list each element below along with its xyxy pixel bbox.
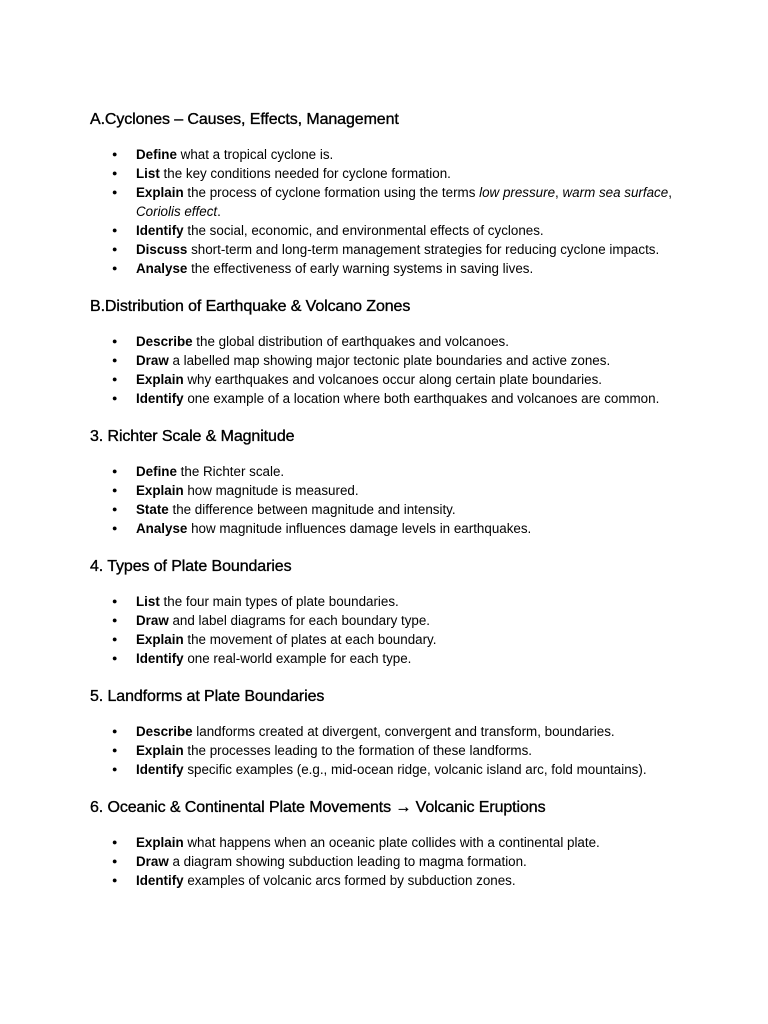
item-text: examples of volcanic arcs formed by subduction zones. bbox=[183, 873, 516, 888]
item-text: how magnitude influences damage levels in earthquakes. bbox=[187, 521, 532, 536]
section-heading: 6. Oceanic & Continental Plate Movements → Volcanic Eruptions bbox=[90, 799, 546, 816]
list-item bbox=[90, 592, 708, 611]
command-verb: Explain bbox=[136, 632, 184, 647]
command-verb: Explain bbox=[136, 743, 184, 758]
item-text: the processes leading to the formation of these landforms. bbox=[183, 743, 532, 758]
item-text: specific examples (e.g., mid-ocean ridge, volcanic island arc, fold mountains). bbox=[183, 762, 647, 777]
section-heading: 4. Types of Plate Boundaries bbox=[90, 558, 292, 575]
list-item bbox=[90, 145, 708, 164]
item-text: why earthquakes and volcanoes occur along certain plate boundaries. bbox=[183, 372, 602, 387]
list-item bbox=[90, 760, 708, 779]
item-text: what a tropical cyclone is. bbox=[176, 147, 334, 162]
command-verb: Identify bbox=[136, 873, 184, 888]
bullet-list bbox=[90, 592, 708, 668]
command-verb: Explain bbox=[136, 185, 184, 200]
list-item bbox=[90, 221, 708, 240]
command-verb: Explain bbox=[136, 835, 184, 850]
item-text: a diagram showing subduction leading to magma formation. bbox=[168, 854, 527, 869]
list-item bbox=[90, 722, 708, 741]
command-verb: Explain bbox=[136, 483, 184, 498]
term-low-pressure: low pressure bbox=[479, 185, 556, 200]
command-verb: Discuss bbox=[136, 242, 188, 257]
section-heading: A.Cyclones – Causes, Effects, Management bbox=[90, 111, 399, 128]
item-text: a labelled map showing major tectonic plate boundaries and active zones. bbox=[168, 353, 611, 368]
item-text: the Richter scale. bbox=[176, 464, 285, 479]
command-verb: Identify bbox=[136, 223, 184, 238]
list-item bbox=[90, 462, 708, 481]
list-item bbox=[90, 500, 708, 519]
list-item bbox=[90, 481, 708, 500]
command-verb: Describe bbox=[136, 334, 193, 349]
section-plate-boundary-types bbox=[90, 556, 708, 668]
list-item bbox=[90, 183, 708, 221]
command-verb: Identify bbox=[136, 391, 184, 406]
list-item bbox=[90, 332, 708, 351]
item-text: landforms created at divergent, convergent and transform, boundaries. bbox=[192, 724, 615, 739]
command-verb: Draw bbox=[136, 854, 169, 869]
list-item bbox=[90, 871, 708, 890]
section-landforms bbox=[90, 686, 708, 779]
list-item bbox=[90, 259, 708, 278]
section-cyclones bbox=[90, 109, 708, 278]
bullet-list bbox=[90, 462, 708, 538]
command-verb: Draw bbox=[136, 613, 169, 628]
command-verb: Analyse bbox=[136, 521, 188, 536]
command-verb: Explain bbox=[136, 372, 184, 387]
list-item bbox=[90, 649, 708, 668]
item-text: the movement of plates at each boundary. bbox=[183, 632, 437, 647]
section-heading: B.Distribution of Earthquake & Volcano Zones bbox=[90, 298, 411, 315]
section-plate-movements-eruptions bbox=[90, 797, 708, 890]
list-item bbox=[90, 611, 708, 630]
item-text: the key conditions needed for cyclone formation. bbox=[159, 166, 451, 181]
bullet-list bbox=[90, 332, 708, 408]
item-text: and label diagrams for each boundary type. bbox=[168, 613, 431, 628]
list-item bbox=[90, 741, 708, 760]
separator: , bbox=[668, 185, 672, 200]
list-item bbox=[90, 389, 708, 408]
bullet-list bbox=[90, 722, 708, 779]
section-heading: 3. Richter Scale & Magnitude bbox=[90, 428, 295, 445]
list-item bbox=[90, 852, 708, 871]
item-text: the four main types of plate boundaries. bbox=[159, 594, 399, 609]
command-verb: Define bbox=[136, 147, 177, 162]
command-verb: List bbox=[136, 166, 160, 181]
command-verb: Identify bbox=[136, 762, 184, 777]
bullet-list bbox=[90, 145, 708, 278]
item-text: the difference between magnitude and intensity. bbox=[168, 502, 456, 517]
bullet-list bbox=[90, 833, 708, 890]
item-text: the effectiveness of early warning systems in saving lives. bbox=[187, 261, 534, 276]
term-coriolis-effect: Coriolis effect bbox=[136, 204, 218, 219]
command-verb: Describe bbox=[136, 724, 193, 739]
command-verb: State bbox=[136, 502, 169, 517]
item-text: the global distribution of earthquakes and volcanoes. bbox=[192, 334, 509, 349]
command-verb: List bbox=[136, 594, 160, 609]
list-item bbox=[90, 833, 708, 852]
command-verb: Identify bbox=[136, 651, 184, 666]
command-verb: Draw bbox=[136, 353, 169, 368]
separator: , bbox=[555, 185, 563, 200]
item-end: . bbox=[217, 204, 221, 219]
section-heading: 5. Landforms at Plate Boundaries bbox=[90, 688, 325, 705]
list-item bbox=[90, 240, 708, 259]
list-item bbox=[90, 164, 708, 183]
item-text: the process of cyclone formation using the terms bbox=[183, 185, 480, 200]
term-warm-sea-surface: warm sea surface bbox=[562, 185, 669, 200]
command-verb: Define bbox=[136, 464, 177, 479]
item-text: the social, economic, and environmental effects of cyclones. bbox=[183, 223, 544, 238]
item-text: one real-world example for each type. bbox=[183, 651, 412, 666]
item-text: how magnitude is measured. bbox=[183, 483, 359, 498]
list-item bbox=[90, 351, 708, 370]
command-verb: Analyse bbox=[136, 261, 188, 276]
list-item bbox=[90, 370, 708, 389]
list-item bbox=[90, 630, 708, 649]
item-text: short-term and long-term management strategies for reducing cyclone impacts. bbox=[187, 242, 660, 257]
list-item bbox=[90, 519, 708, 538]
item-text: what happens when an oceanic plate collides with a continental plate. bbox=[183, 835, 600, 850]
item-text: one example of a location where both earthquakes and volcanoes are common. bbox=[183, 391, 660, 406]
section-richter-scale bbox=[90, 426, 708, 538]
section-earthquake-volcano-zones bbox=[90, 296, 708, 408]
